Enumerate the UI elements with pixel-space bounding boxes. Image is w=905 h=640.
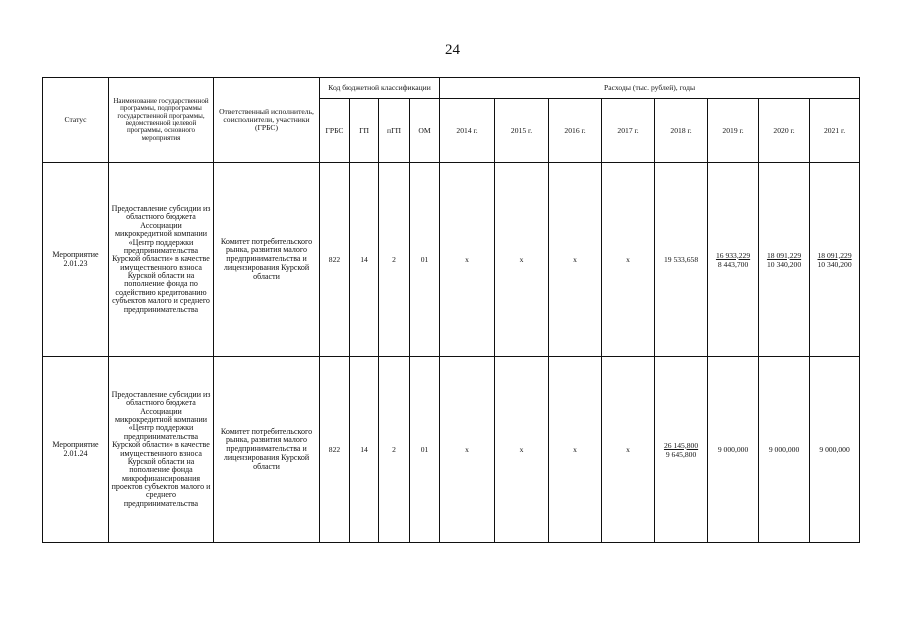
header-status: Статус	[43, 78, 109, 163]
row-2020	[759, 163, 810, 357]
header-code-grbs: ГРБС	[320, 99, 350, 163]
row-2021	[810, 163, 860, 357]
row-code-om: 01	[410, 357, 440, 543]
header-year-2021: 2021 г.	[810, 99, 860, 163]
table-row	[43, 357, 860, 543]
row-2014: х	[440, 357, 495, 543]
row-2020-value: 9 000,000	[768, 445, 800, 454]
header-expenses-group: Расходы (тыс. рублей), годы	[440, 78, 860, 99]
row-code-pgp: 2	[379, 163, 410, 357]
page-number: 24	[445, 42, 460, 58]
header-year-2017: 2017 г.	[602, 99, 655, 163]
row-2015: х	[495, 163, 549, 357]
row-code-grbs: 822	[320, 163, 350, 357]
row-2018-value: 19 533,658	[663, 255, 699, 264]
row-2018	[655, 163, 708, 357]
header-executor: Ответственный исполнитель, соисполнители, участники (ГРБС)	[214, 78, 320, 163]
table-row	[43, 163, 860, 357]
row-2020-total: 18 091,229	[766, 250, 802, 260]
row-2017: х	[602, 163, 655, 357]
header-budget-code-group: Код бюджетной классификации	[320, 78, 440, 99]
row-2020-sub: 10 340,200	[766, 259, 802, 269]
row-2018	[655, 357, 708, 543]
header-year-2015: 2015 г.	[495, 99, 549, 163]
row-executor: Комитет потребительского рынка, развития малого предпринимательства и лицензирования Курской области	[214, 357, 320, 543]
budget-table	[42, 77, 860, 543]
row-code-om: 01	[410, 163, 440, 357]
row-2021-total: 18 091,229	[817, 250, 852, 260]
row-2021	[810, 357, 860, 543]
row-name: Предоставление субсидии из областного бюджета Ассоциации микрокредитной компании «Центр поддержки предпринимательства Курской области» в качестве имущественного взноса Курской области на пополнение фонда по содействию кредитованию субъектов малого и среднего предпринимательства	[109, 163, 214, 357]
row-code-gp: 14	[350, 357, 379, 543]
row-2021-value: 9 000,000	[819, 445, 850, 454]
header-code-gp: ГП	[350, 99, 379, 163]
row-2021-sub: 10 340,200	[817, 259, 852, 269]
row-2019	[708, 163, 759, 357]
row-2019	[708, 357, 759, 543]
header-code-pgp: пГП	[379, 99, 410, 163]
header-year-2016: 2016 г.	[549, 99, 602, 163]
row-status: Мероприятие 2.01.23	[43, 163, 109, 357]
row-2014: х	[440, 163, 495, 357]
row-2020	[759, 357, 810, 543]
row-executor: Комитет потребительского рынка, развития малого предпринимательства и лицензирования Курской области	[214, 163, 320, 357]
row-code-grbs: 822	[320, 357, 350, 543]
header-year-2014: 2014 г.	[440, 99, 495, 163]
header-code-om: ОМ	[410, 99, 440, 163]
row-2015: х	[495, 357, 549, 543]
row-2019-total: 16 933,229	[715, 250, 751, 260]
row-code-pgp: 2	[379, 357, 410, 543]
header-year-2018: 2018 г.	[655, 99, 708, 163]
row-code-gp: 14	[350, 163, 379, 357]
row-2017: х	[602, 357, 655, 543]
row-2016: х	[549, 357, 602, 543]
row-2019-sub: 8 443,700	[717, 259, 749, 269]
header-year-2020: 2020 г.	[759, 99, 810, 163]
row-2018-total: 26 145,800	[663, 440, 699, 450]
header-name: Наименование государственной программы, подпрограммы государственной программы, ведомственной целевой программы, основного мероприятия	[109, 78, 214, 163]
row-2019-value: 9 000,000	[717, 445, 749, 454]
header-year-2019: 2019 г.	[708, 99, 759, 163]
row-2016: х	[549, 163, 602, 357]
row-name: Предоставление субсидии из областного бюджета Ассоциации микрокредитной компании «Центр поддержки предпринимательства Курской области» в качестве имущественного взноса Курской области на пополнение фонда микрофинансирования проектов субъектов малого и среднего предпринимательства	[109, 357, 214, 543]
row-2018-sub: 9 645,800	[665, 449, 697, 459]
row-status: Мероприятие 2.01.24	[43, 357, 109, 543]
